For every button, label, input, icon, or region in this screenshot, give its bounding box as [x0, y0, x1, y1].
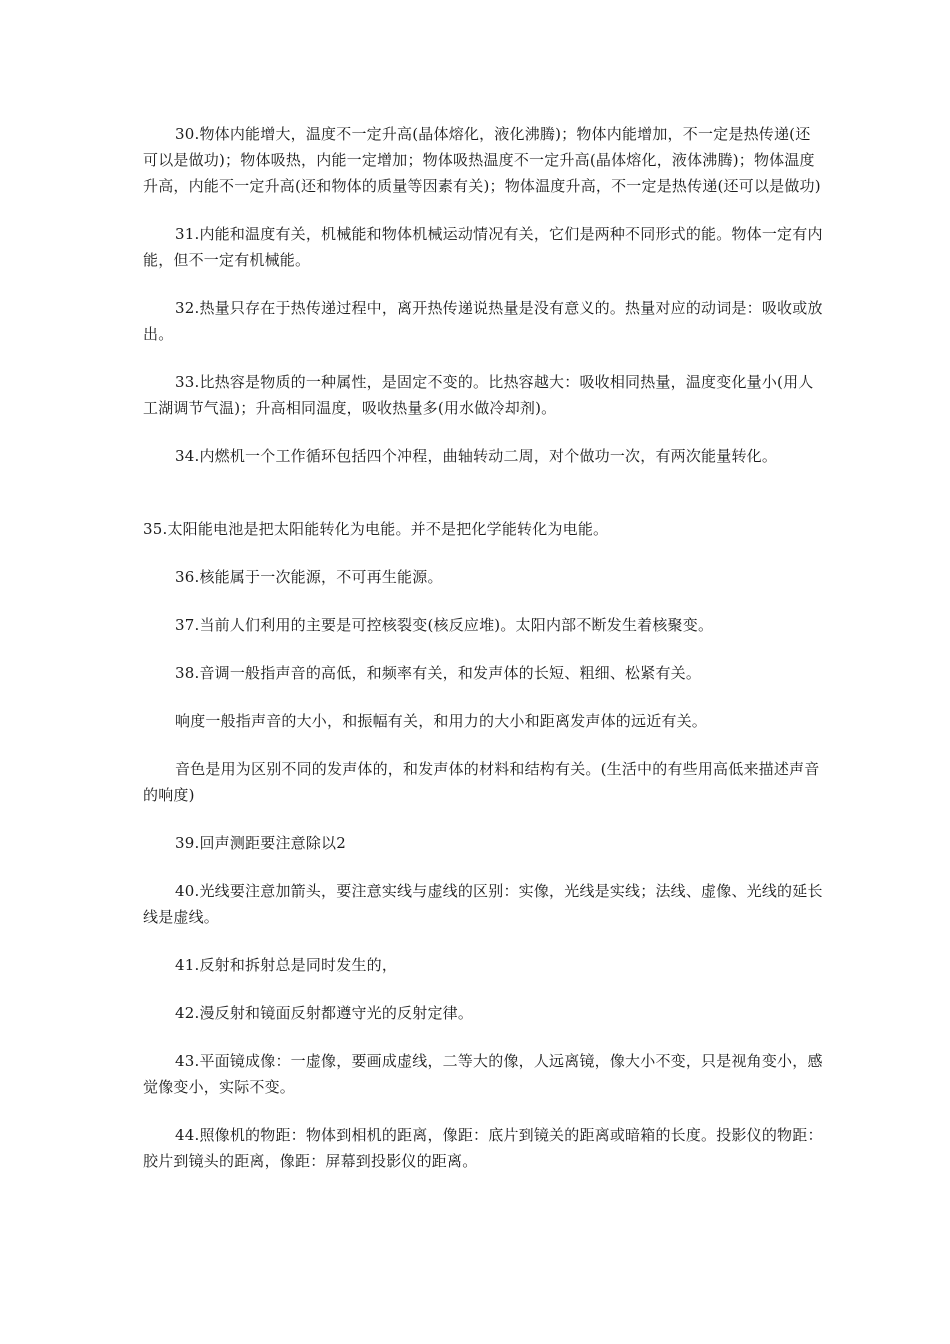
paragraph-38-loudness: 响度一般指声音的大小，和振幅有关，和用力的大小和距离发声体的远近有关。	[175, 712, 708, 730]
paragraph-31: 31.内能和温度有关，机械能和物体机械运动情况有关，它们是两种不同形式的能。物体一定有内能，但不一定有机械能。	[143, 225, 823, 269]
paragraph-43: 43.平面镜成像：一虚像，要画成虚线，二等大的像，人远离镜，像大小不变，只是视角变小，感觉像变小，实际不变。	[143, 1052, 823, 1096]
paragraph-35: 35.太阳能电池是把太阳能转化为电能。并不是把化学能转化为电能。	[143, 520, 609, 538]
document-body	[143, 121, 823, 1174]
paragraph-41: 41.反射和拆射总是同时发生的，	[175, 956, 398, 974]
paragraph-38: 38.音调一般指声音的高低，和频率有关，和发声体的长短、粗细、松紧有关。	[175, 664, 702, 682]
paragraph-30: 30.物体内能增大，温度不一定升高(晶体熔化，液化沸腾)；物体内能增加，不一定是热传递(还可以是做功)；物体吸热，内能一定增加；物体吸热温度不一定升高(晶体熔化，液体沸腾)；物体温度升高，内能不一定升高(还和物体的质量等因素有关)；物体温度升高，不一定是热传递(还可以是做功)	[143, 125, 821, 195]
paragraph-38-timbre: 音色是用为区别不同的发声体的，和发声体的材料和结构有关。(生活中的有些用高低来描述声音的响度)	[143, 760, 820, 804]
paragraph-39: 39.回声测距要注意除以2	[175, 834, 346, 852]
paragraph-34: 34.内燃机一个工作循环包括四个冲程，曲轴转动二周，对个做功一次，有两次能量转化。	[175, 447, 778, 465]
paragraph-32: 32.热量只存在于热传递过程中，离开热传递说热量是没有意义的。热量对应的动词是：吸收或放出。	[143, 299, 823, 343]
paragraph-36: 36.核能属于一次能源，不可再生能源。	[175, 568, 443, 586]
paragraph-40: 40.光线要注意加箭头，要注意实线与虚线的区别：实像，光线是实线；法线、虚像、光线的延长线是虚线。	[143, 882, 823, 926]
paragraph-37: 37.当前人们利用的主要是可控核裂变(核反应堆)。太阳内部不断发生着核聚变。	[175, 616, 714, 634]
paragraph-33: 33.比热容是物质的一种属性，是固定不变的。比热容越大：吸收相同热量，温度变化量小(用人工湖调节气温)；升高相同温度，吸收热量多(用水做冷却剂)。	[143, 373, 814, 417]
paragraph-44: 44.照像机的物距：物体到相机的距离，像距：底片到镜关的距离或暗箱的长度。投影仪的物距：胶片到镜头的距离，像距：屏幕到投影仪的距离。	[143, 1126, 823, 1170]
paragraph-42: 42.漫反射和镜面反射都遵守光的反射定律。	[175, 1004, 474, 1022]
